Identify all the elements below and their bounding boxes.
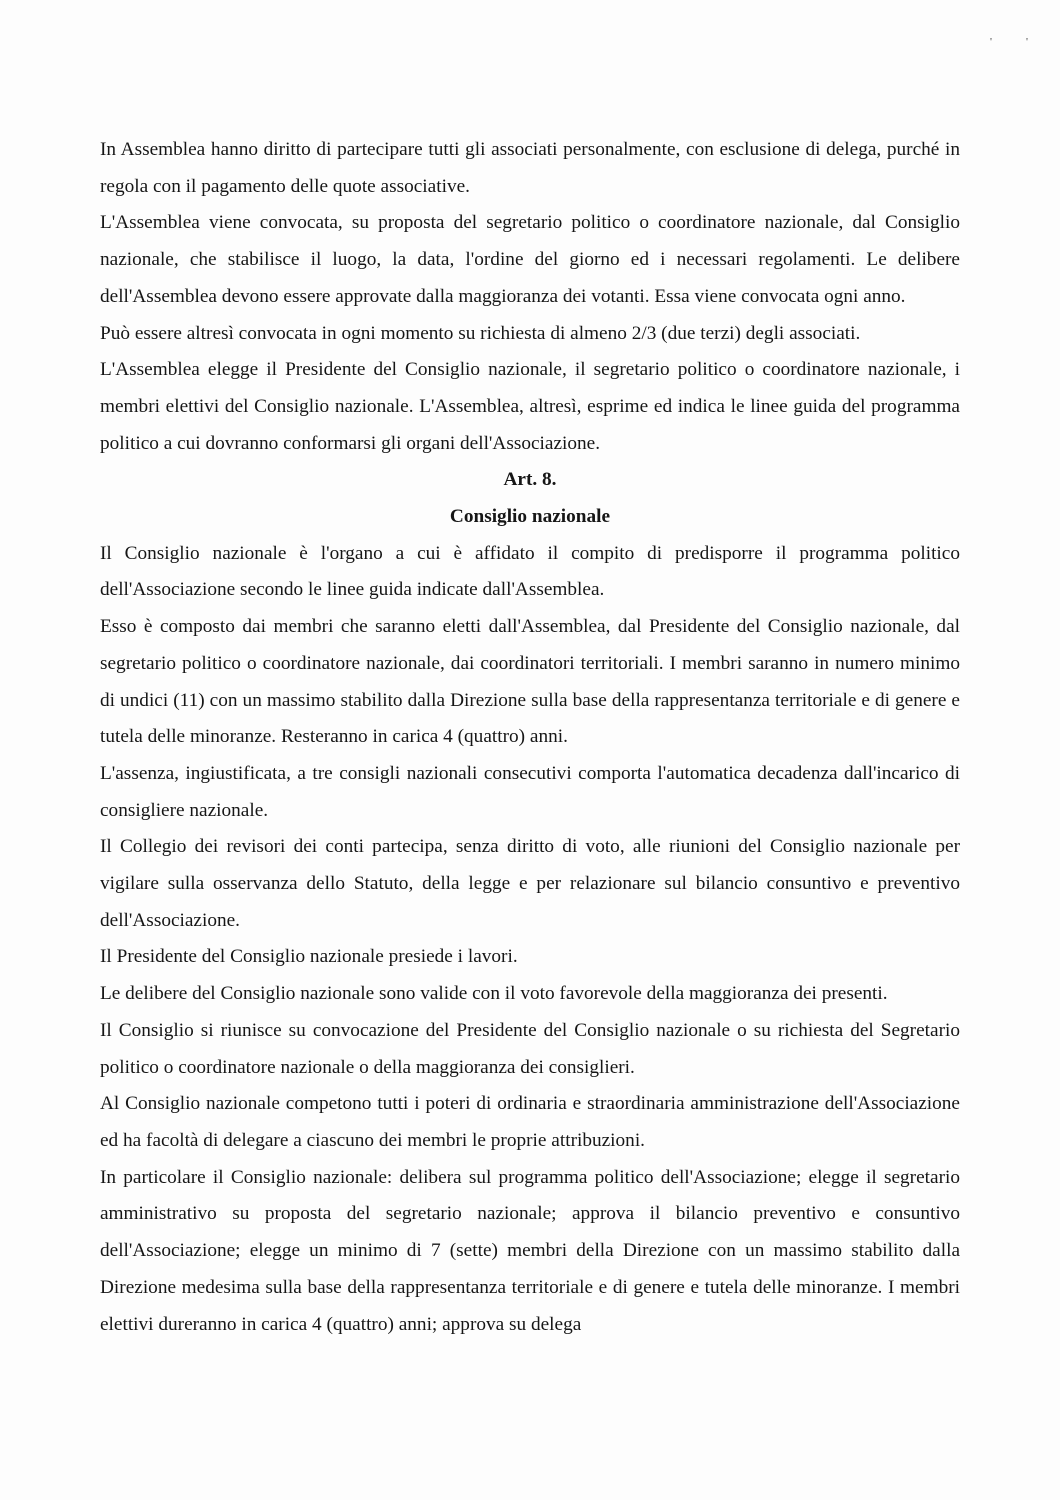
paragraph-council-composition: Esso è composto dai membri che saranno eletti dall'Assemblea, dal Presidente del Consiglio nazionale, dal segretario politico o coordinatore nazionale, dai coordinatori territoriali. I membri saranno in numero minimo di undici (11) con un massimo stabilito dalla Direzione sulla base della rappresentanza territoriale e di genere e tutela delle minoranze. Resteranno in carica 4 (quattro) anni. (100, 616, 960, 748)
paragraph-auditors: Il Collegio dei revisori dei conti partecipa, senza diritto di voto, alle riunioni del Consiglio nazionale per vigilare sulla osservanza dello Statuto, della legge e per relazionare sul bilancio consuntivo e preventivo dell'Associazione. (100, 836, 960, 931)
paragraph-council-powers: Al Consiglio nazionale competono tutti i poteri di ordinaria e straordinaria amministrazione dell'Associazione ed ha facoltà di delegare a ciascuno dei membri le proprie attribuzioni. (100, 1093, 960, 1151)
paragraph-assembly-convocation: L'Assemblea viene convocata, su proposta del segretario politico o coordinatore nazionale, dal Consiglio nazionale, che stabilisce il luogo, la data, l'ordine del giorno ed i necessari regolamenti. Le delibere dell'Assemblea devono essere approvate dalla maggioranza dei votanti. Essa viene convocata ogni anno. (100, 212, 960, 307)
paragraph-council-resolutions: Le delibere del Consiglio nazionale sono valide con il voto favorevole della maggioranza dei presenti. (100, 983, 888, 1005)
corner-mark: ' (990, 36, 992, 48)
article-number-heading: Art. 8. (503, 469, 557, 491)
paragraph-assembly-participation: In Assemblea hanno diritto di partecipare tutti gli associati personalmente, con esclusione di delega, purché in regola con il pagamento delle quote associative. (100, 139, 960, 197)
article-title-heading: Consiglio nazionale (449, 506, 611, 528)
corner-mark: ' (1026, 36, 1028, 48)
paragraph-assembly-elections: L'Assemblea elegge il Presidente del Consiglio nazionale, il segretario politico o coordinatore nazionale, i membri elettivi del Consiglio nazionale. L'Assemblea, altresì, esprime ed indica le linee guida del programma politico a cui dovranno conformarsi gli organi dell'Associazione. (100, 359, 960, 454)
paragraph-council-role: Il Consiglio nazionale è l'organo a cui è affidato il compito di predisporre il programma politico dell'Associazione secondo le linee guida indicate dall'Assemblea. (100, 542, 960, 601)
paragraph-council-president: Il Presidente del Consiglio nazionale presiede i lavori. (100, 946, 518, 968)
document-body (100, 132, 960, 1343)
paragraph-extraordinary-convocation: Può essere altresì convocata in ogni momento su richiesta di almeno 2/3 (due terzi) degli associati. (100, 322, 861, 344)
paragraph-council-duties: In particolare il Consiglio nazionale: delibera sul programma politico dell'Associazione; elegge il segretario amministrativo su proposta del segretario nazionale; approva il bilancio preventivo e consuntivo dell'Associazione; elegge un minimo di 7 (sette) membri della Direzione con un massimo stabilito dalla Direzione medesima sulla base della rappresentanza territoriale e di genere e tutela delle minoranze. I membri elettivi dureranno in carica 4 (quattro) anni; approva su delega (100, 1166, 960, 1335)
paragraph-council-meetings: Il Consiglio si riunisce su convocazione del Presidente del Consiglio nazionale o su richiesta del Segretario politico o coordinatore nazionale o della maggioranza dei consiglieri. (100, 1019, 960, 1078)
paragraph-council-absence: L'assenza, ingiustificata, a tre consigli nazionali consecutivi comporta l'automatica decadenza dall'incarico di consigliere nazionale. (100, 762, 960, 821)
